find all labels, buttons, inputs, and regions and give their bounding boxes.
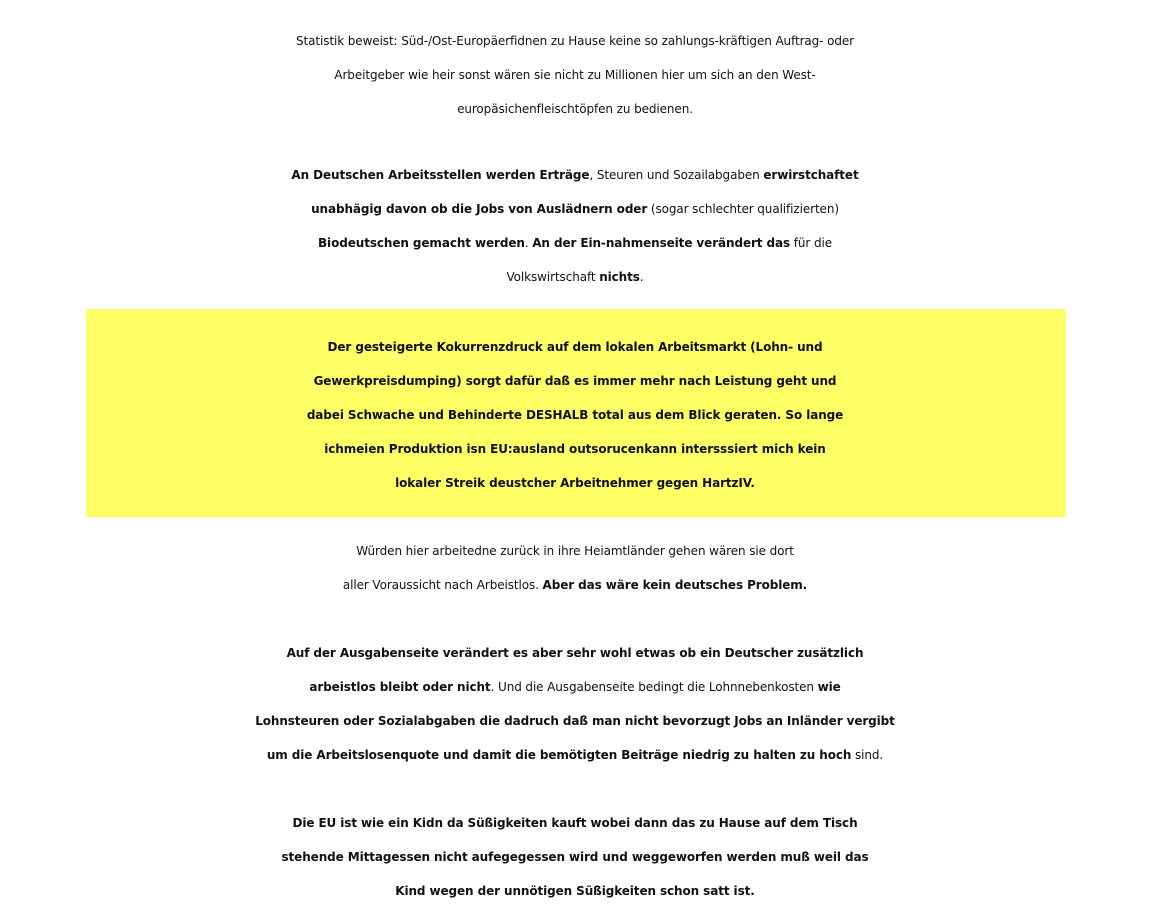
- bold-text: Biodeutschen gemacht werden: [318, 236, 525, 250]
- regular-text: aller Voraussicht nach Arbeistlos.: [342, 578, 543, 592]
- text-line: europäsichenfleischtöpfen zu bedienen.: [457, 102, 693, 116]
- regular-text: Volkswirtschaft: [506, 270, 600, 284]
- bold-text: An der Ein-nahmenseite verändert das: [532, 236, 791, 250]
- paragraph-ausgabenseite: [0, 636, 1150, 772]
- text-line: Die EU ist wie ein Kidn da Süßigkeiten kauft wobei dann das zu Hause auf dem Tisch: [292, 816, 858, 830]
- bold-text: erwirstchaftet: [763, 168, 859, 182]
- text-line: Gewerkpreisdumping) sorgt dafür daß es immer mehr nach Leistung geht und: [313, 374, 837, 388]
- text-line: [0, 158, 1150, 192]
- bold-text: unabhägig davon ob die Jobs von Auslädnern oder: [311, 202, 648, 216]
- regular-text: sind.: [851, 748, 884, 762]
- text-line: Der gesteigerte Kokurrenzdruck auf dem lokalen Arbeitsmarkt (Lohn- und: [327, 340, 823, 354]
- paragraph-statistik: [0, 24, 1150, 126]
- text-line: Lohnsteuren oder Sozialabgaben die dadruch daß man nicht bevorzugt Jobs an Inländer vergibt: [255, 714, 895, 728]
- paragraph-eu-vergleich: [0, 806, 1150, 908]
- regular-text: .: [639, 270, 644, 284]
- text-line: Auf der Ausgabenseite verändert es aber sehr wohl etwas ob ein Deutscher zusätzlich: [286, 646, 864, 660]
- regular-text: für die: [790, 236, 832, 250]
- regular-text: , Steuren und Sozailabgaben: [589, 168, 764, 182]
- text-line: [0, 226, 1150, 260]
- text-line: Würden hier arbeitedne zurück in ihre Heiamtländer gehen wären sie dort: [356, 544, 794, 558]
- text-line: [0, 568, 1150, 602]
- text-line: Statistik beweist: Süd-/Ost-Europäerfidnen zu Hause keine so zahlungs-kräftigen Auftrag- oder: [296, 34, 854, 48]
- text-line: [0, 192, 1150, 226]
- bold-text: Aber das wäre kein deutsches Problem.: [542, 578, 808, 592]
- regular-text: (sogar schlechter qualifizierten): [647, 202, 839, 216]
- regular-text: .: [524, 236, 533, 250]
- paragraph-highlighted: [0, 330, 1150, 500]
- bold-text: wie: [817, 680, 841, 694]
- regular-text: . Und die Ausgabenseite bedingt die Lohnnebenkosten: [490, 680, 818, 694]
- text-line: Kind wegen der unnötigen Süßigkeiten schon satt ist.: [395, 884, 755, 898]
- text-line: [0, 260, 1150, 294]
- bold-text: An Deutschen Arbeitsstellen werden Erträge: [291, 168, 590, 182]
- bold-text: um die Arbeitslosenquote und damit die bemötigten Beiträge niedrig zu halten zu hoch: [266, 748, 852, 762]
- text-line: Arbeitgeber wie heir sonst wären sie nicht zu Millionen hier um sich an den West-: [334, 68, 816, 82]
- bold-text: arbeistlos bleibt oder nicht: [309, 680, 491, 694]
- text-line: [0, 670, 1150, 704]
- text-line: [0, 738, 1150, 772]
- paragraph-arbeitsstellen: [0, 158, 1150, 294]
- text-line: ichmeien Produktion isn EU:ausland outsorucenkann intersssiert mich kein: [324, 442, 826, 456]
- bold-text: nichts: [599, 270, 640, 284]
- paragraph-heimatlaender: [0, 534, 1150, 602]
- text-line: lokaler Streik deustcher Arbeitnehmer gegen HartzIV.: [395, 476, 755, 490]
- text-line: stehende Mittagessen nicht aufegegessen wird und weggeworfen werden muß weil das: [281, 850, 869, 864]
- text-line: dabei Schwache und Behinderte DESHALB total aus dem Blick geraten. So lange: [306, 408, 844, 422]
